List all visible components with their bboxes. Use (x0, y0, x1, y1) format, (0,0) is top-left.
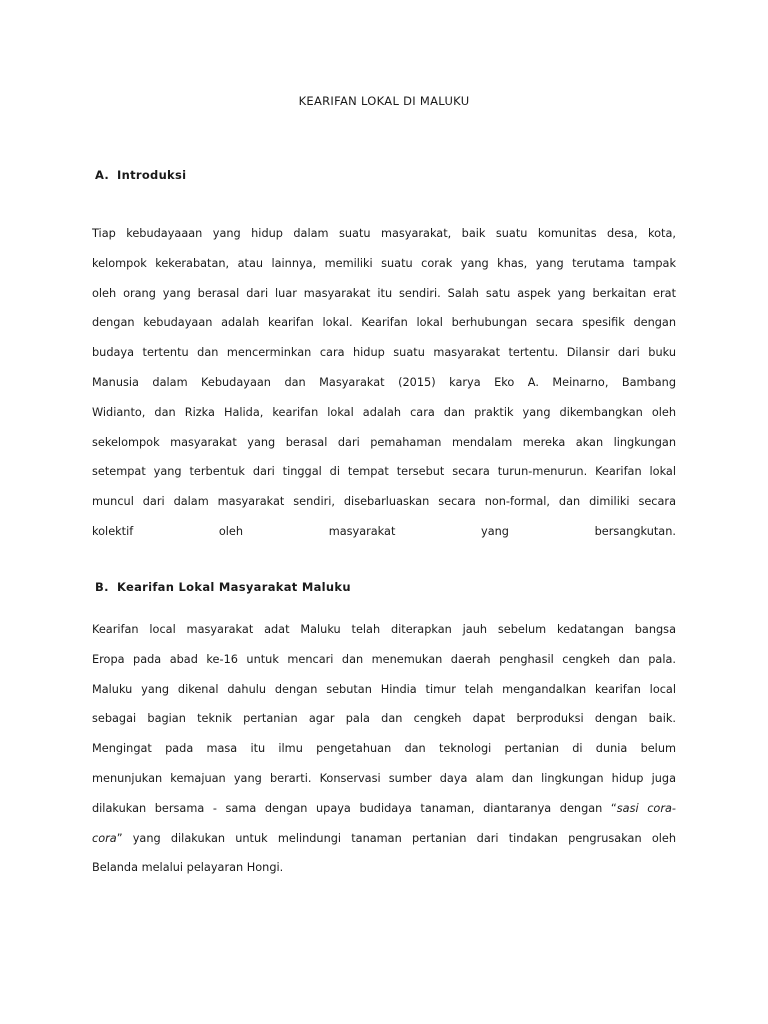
italic-term: sasi cora- (616, 801, 676, 815)
paragraph-line: muncul dari dalam masyarakat sendiri, disebarluaskan secara non-formal, dan dimiliki secara (92, 495, 676, 509)
document-title: KEARIFAN LOKAL DI MALUKU (298, 94, 470, 108)
paragraph-line (92, 794, 676, 824)
paragraph-line: Widianto, dan Rizka Halida, kearifan lokal adalah cara dan praktik yang dikembangkan oleh (92, 405, 676, 419)
section-b-letter: B. (95, 580, 109, 594)
section-a-title: Introduksi (117, 168, 187, 182)
paragraph-line: sekelompok masyarakat yang berasal dari pemahaman mendalam mereka akan lingkungan (92, 435, 676, 449)
line-text: ” yang dilakukan untuk melindungi tanaman pertanian dari tindakan pengrusakan oleh (116, 831, 676, 845)
italic-term: cora (92, 831, 117, 845)
paragraph-line: Kearifan local masyarakat adat Maluku telah diterapkan jauh sebelum kedatangan bangsa (92, 623, 676, 636)
paragraph-line: Maluku yang dikenal dahulu dengan sebutan Hindia timur telah mengandalkan kearifan local (92, 682, 676, 696)
paragraph-line (92, 824, 676, 854)
paragraph-line: setempat yang terbentuk dari tinggal di tempat tersebut secara turun-menurun. Kearifan lokal (92, 465, 676, 479)
paragraph-line: Eropa pada abad ke-16 untuk mencari dan menemukan daerah penghasil cengkeh dan pala. (92, 652, 676, 666)
paragraph-line: oleh orang yang berasal dari luar masyarakat itu sendiri. Salah satu aspek yang berkaitan erat (92, 286, 676, 300)
paragraph-line: Manusia dalam Kebudayaan dan Masyarakat (2015) karya Eko A. Meinarno, Bambang (92, 375, 676, 389)
section-a-heading (95, 168, 186, 182)
paragraph-line: budaya tertentu dan mencerminkan cara hidup suatu masyarakat tertentu. Dilansir dari buku (92, 346, 676, 360)
line-text: dilakukan bersama - sama dengan upaya budidaya tanaman, diantaranya dengan “ (92, 801, 617, 815)
paragraph-line: Tiap kebudayaaan yang hidup dalam suatu masyarakat, baik suatu komunitas desa, kota, (92, 227, 676, 240)
section-a-paragraph (92, 219, 676, 547)
paragraph-line: sebagai bagian teknik pertanian agar pala dan cengkeh dapat berproduksi dengan baik. (92, 712, 676, 726)
paragraph-line: dengan kebudayaan adalah kearifan lokal. Kearifan lokal berhubungan secara spesifik dengan (92, 316, 676, 330)
paragraph-line: menunjukan kemajuan yang berarti. Konservasi sumber daya alam dan lingkungan hidup juga (92, 771, 676, 785)
section-b-title: Kearifan Lokal Masyarakat Maluku (117, 580, 351, 594)
section-b-heading (95, 580, 351, 594)
section-a-letter: A. (95, 168, 110, 182)
paragraph-line: Mengingat pada masa itu ilmu pengetahuan dan teknologi pertanian di dunia belum (92, 742, 676, 756)
paragraph-line: kolektif oleh masyarakat yang bersangkutan. (92, 524, 676, 538)
paragraph-line: kelompok kekerabatan, atau lainnya, memiliki suatu corak yang khas, yang terutama tampak (92, 256, 676, 270)
section-b-paragraph (92, 615, 676, 883)
paragraph-line: Belanda melalui pelayaran Hongi. (92, 861, 284, 875)
